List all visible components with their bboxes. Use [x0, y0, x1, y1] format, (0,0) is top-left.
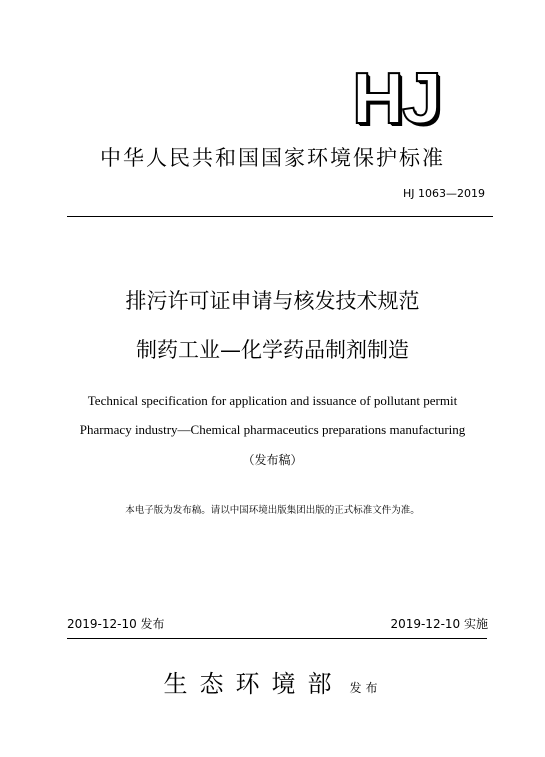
release-status: （发布稿）	[242, 453, 303, 467]
footer-divider	[67, 638, 487, 639]
english-title-line2: Pharmacy industry—Chemical pharmaceutics preparations manufacturing	[79, 422, 466, 437]
document-title-line2: 制药工业—化学药品制剂制造	[136, 338, 409, 362]
edition-notice: 本电子版为发布稿。请以中国环境出版集团出版的正式标准文件为准。	[125, 505, 420, 516]
release-date: 2019-12-10 发布	[67, 617, 165, 631]
header-divider	[67, 216, 493, 217]
publisher-name: 生态环境部	[163, 670, 344, 698]
standard-title: 中华人民共和国国家环境保护标准	[100, 146, 445, 170]
document-title-line1: 排污许可证申请与核发技术规范	[125, 289, 420, 313]
english-title-line1: Technical specification for application and issuance of pollutant permit	[87, 393, 458, 408]
publisher	[0, 667, 545, 701]
publisher-action: 发布	[349, 681, 382, 695]
standard-number: HJ 1063—2019	[402, 187, 485, 200]
implementation-date: 2019-12-10 实施	[390, 617, 488, 631]
hj-logo: HJ	[352, 59, 441, 139]
